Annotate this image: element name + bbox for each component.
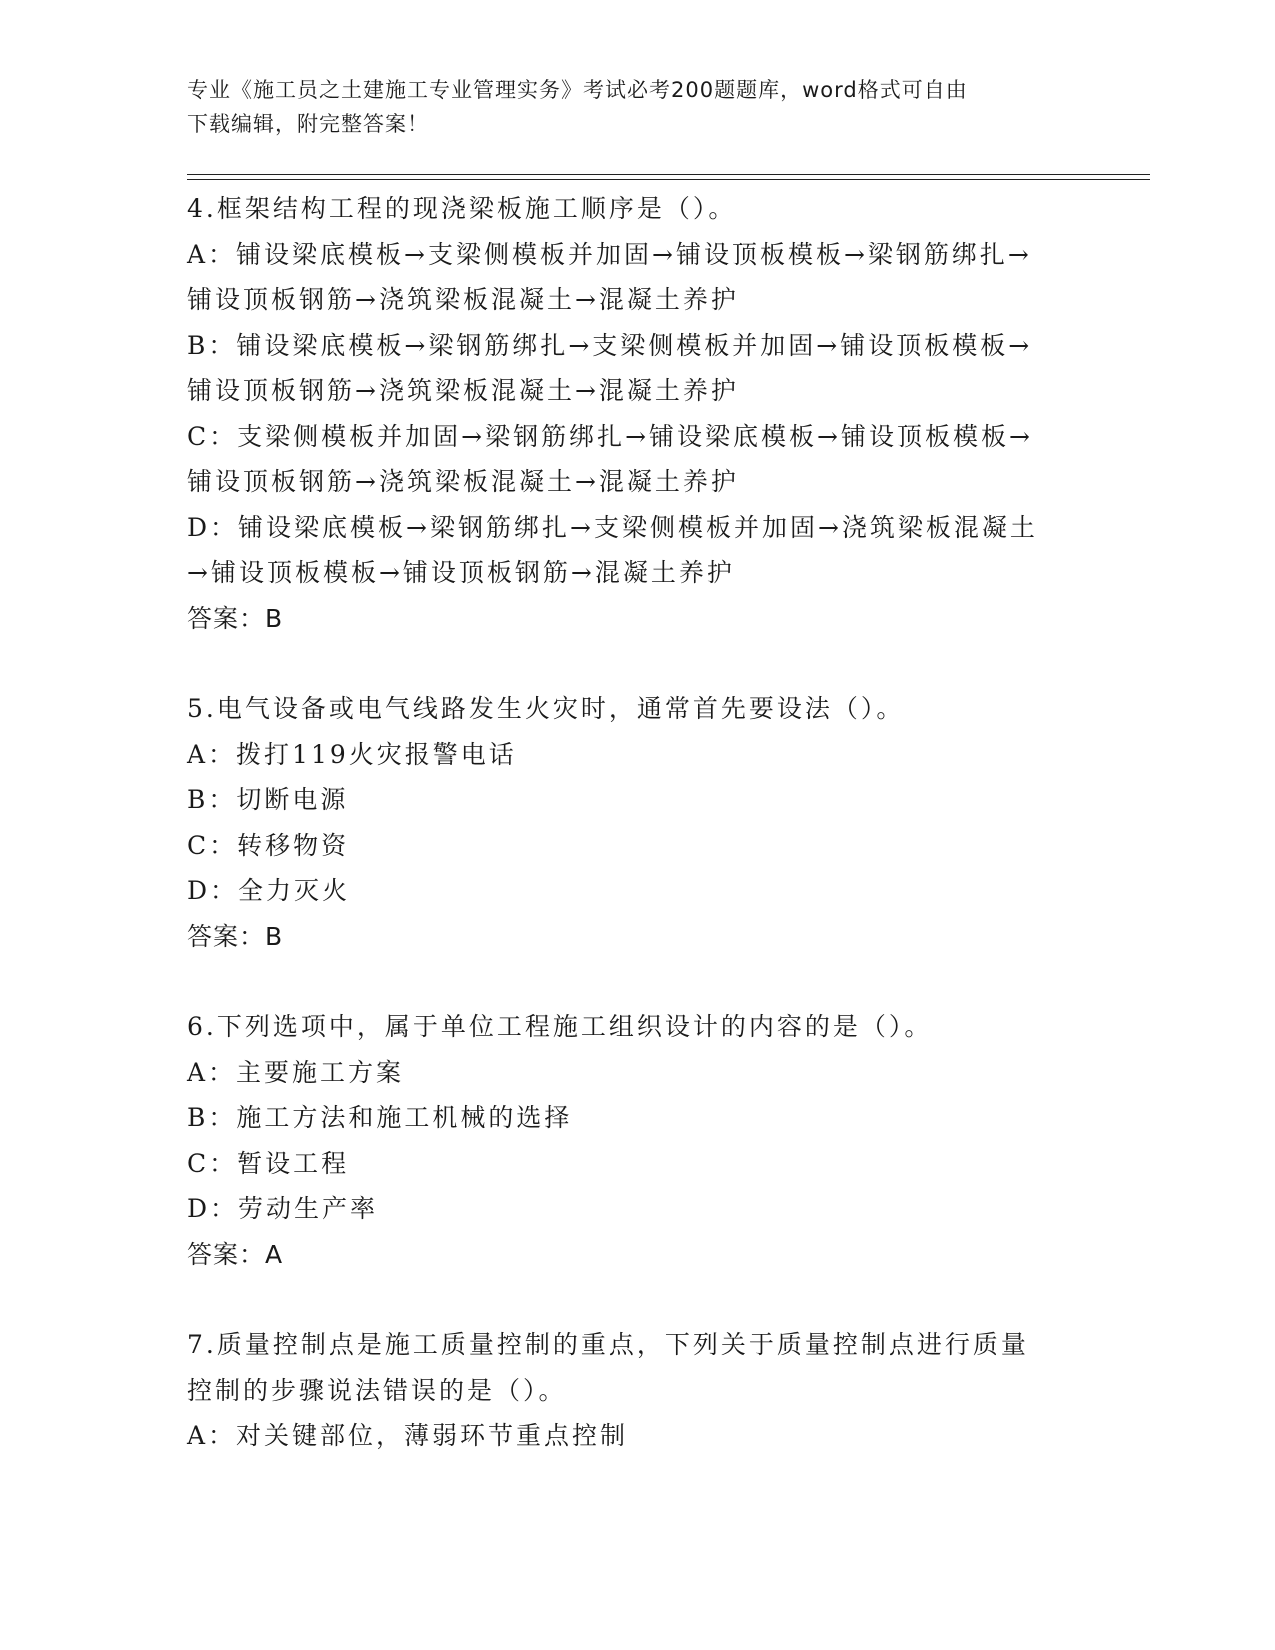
option-a: A：主要施工方案 xyxy=(187,1057,405,1087)
option-a-cont: 铺设顶板钢筋→浇筑梁板混凝土→混凝土养护 xyxy=(187,285,739,314)
option-d: D：全力灭火 xyxy=(187,876,351,905)
document-header xyxy=(187,73,1067,141)
option-a: A：铺设梁底模板→支梁侧模板并加固→铺设顶板模板→梁钢筋绑扎→ xyxy=(187,239,1032,269)
option-b: B：施工方法和施工机械的选择 xyxy=(187,1103,573,1132)
option-a: A：拨打119火灾报警电话 xyxy=(187,739,517,769)
option-d: D：劳动生产率 xyxy=(187,1194,379,1223)
option-c-cont: 铺设顶板钢筋→浇筑梁板混凝土→混凝土养护 xyxy=(187,467,739,496)
option-a: A：对关键部位，薄弱环节重点控制 xyxy=(187,1421,629,1450)
option-c: C：支梁侧模板并加固→梁钢筋绑扎→铺设梁底模板→铺设顶板模板→ xyxy=(187,421,1033,451)
option-b-cont: 铺设顶板钢筋→浇筑梁板混凝土→混凝土养护 xyxy=(187,376,739,405)
header-divider xyxy=(187,174,1150,180)
option-c: C：暂设工程 xyxy=(187,1148,350,1178)
question-list xyxy=(187,186,1077,1504)
question-6 xyxy=(187,1004,1077,1277)
answer: 答案：B xyxy=(187,603,284,633)
question-5 xyxy=(187,686,1077,959)
answer: 答案：B xyxy=(187,921,284,951)
option-b: B：切断电源 xyxy=(187,785,349,814)
question-stem-cont: 控制的步骤说法错误的是（）。 xyxy=(187,1375,567,1405)
option-d: D：铺设梁底模板→梁钢筋绑扎→支梁侧模板并加固→浇筑梁板混凝土 xyxy=(187,512,1038,542)
question-7 xyxy=(187,1322,1077,1459)
question-stem: 5.电气设备或电气线路发生火灾时，通常首先要设法（）。 xyxy=(187,694,905,723)
question-stem: 6.下列选项中，属于单位工程施工组织设计的内容的是（）。 xyxy=(187,1012,933,1041)
header-line-2: 下载编辑，附完整答案！ xyxy=(187,112,429,136)
header-line-1: 专业《施工员之土建施工专业管理实务》考试必考200题题库，word格式可自由 xyxy=(187,78,968,102)
question-4 xyxy=(187,186,1077,641)
answer: 答案：A xyxy=(187,1239,284,1269)
question-stem: 7.质量控制点是施工质量控制的重点，下列关于质量控制点进行质量 xyxy=(187,1330,1029,1359)
option-c: C：转移物资 xyxy=(187,830,350,860)
question-stem: 4.框架结构工程的现浇梁板施工顺序是（）。 xyxy=(187,194,737,223)
option-d-cont: →铺设顶板模板→铺设顶板钢筋→混凝土养护 xyxy=(187,558,735,587)
option-b: B：铺设梁底模板→梁钢筋绑扎→支梁侧模板并加固→铺设顶板模板→ xyxy=(187,330,1033,360)
